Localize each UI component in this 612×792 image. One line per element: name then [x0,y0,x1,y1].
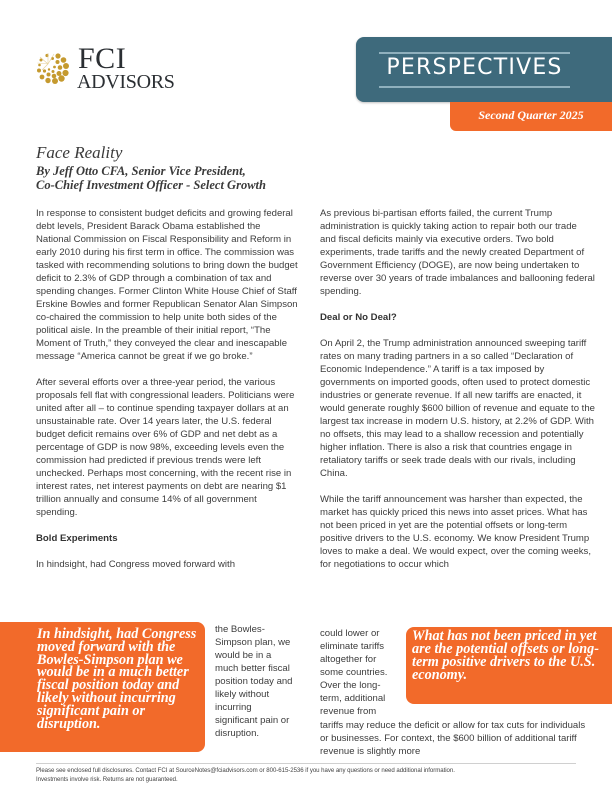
paragraph: In response to consistent budget deficits and growing federal debt levels, President Barack Obama established the National Commission on Fiscal Responsibility and Reform in early 2010 during his first term in office. The commission was tasked with recommending solutions to bring down the budget deficit to 2.3% of GDP through a combination of tax and spending changes. Former Clinton White House Chief of Staff Erskine Bowles and former Republican Senator Alan Simpson co-chaired the commission to help unite both sides of the political aisle. In the preamble of their initial report, “The Moment of Truth,” they conveyed the clear and inescapable message “America cannot be great if we go broke.” [36,208,298,362]
paragraph: As previous bi-partisan efforts failed, the current Trump administration is quickly taking action to repair both our trade and fiscal deficits mainly via executive orders. Two bold experiments, trade tariffs and the newly created Department of Government Efficiency (DOGE), are now being undertaken to reverse over 30 years of trade imbalances and ballooning federal spending. [320,208,595,297]
publication-title: PERSPECTIVES [386,55,563,80]
wrapped-text-right: could lower or eliminate tariffs altogether for some countries. Over the long-term, additional revenue from [320,628,388,717]
edition-tab [450,102,612,131]
footer-divider [36,763,576,764]
paragraph-lead: In hindsight, had Congress moved forward with [36,559,235,570]
section-heading-deal-or-no-deal: Deal or No Deal? [320,312,397,323]
edition-label: Second Quarter 2025 [478,108,584,122]
disclaimer-line: Investments involve risk. Returns are not guaranteed. [36,775,178,783]
footer-disclaimer [36,767,596,784]
pull-quote-text: What has not been priced in yet are the potential offsets or long-term positive drivers to the U.S. economy. [412,628,599,683]
pull-quote-right [406,627,612,704]
pull-quote-text: In hindsight, had Congress moved forward with the Bowles-Simpson plan we would be in a much better fiscal position today and likely without incurring significant pain or disruption. [37,626,197,732]
section-heading-bold-experiments: Bold Experiments [36,533,118,544]
fci-logo-sphere-icon [36,51,69,84]
byline-role: Co-Chief Investment Officer - Select Growth [36,178,266,192]
disclaimer-line: Please see enclosed full disclosures. Contact FCI at SourceNotes@fciadvisors.com or 800-615-2536 if you have any questions or need additional information. [36,767,455,774]
wrapped-text-left: the Bowles-Simpson plan, we would be in a much better fiscal position today and likely without incurring significant pain or disruption. [215,624,293,739]
paragraph-lead: While the tariff announcement was harsher than expected, the market has quickly priced this news into asset prices. What has not been priced in yet are the potential offsets or long-term positive drivers to the U.S. economy. We know President Trump loves to make a deal. We would expect, over the coming weeks, for negotiations to occur which [320,494,591,570]
byline-author: By Jeff Otto CFA, Senior Vice President, [36,164,246,178]
article-title: Face Reality [36,143,123,162]
perspectives-banner [356,37,612,102]
logo-wordmark-fci: FCI [78,42,127,75]
right-column [320,207,595,571]
left-column [36,207,298,571]
byline [36,164,266,192]
paragraph: After several efforts over a three-year period, the various proposals fell flat with congressional leaders. Politicians were united after all – to continue spending taxpayer dollars at an unsustainable rate. Over 14 years later, the U.S. federal budget deficit remains over 6% of GDP and net debt as a percentage of GDP is now 98%, exceeding levels even the commission had predicted if previous trends were left unchecked. Perhaps most concerning, with the recent rise in interest rates, net interest payments on debt are nearing $1 trillion annually and consume 14% of all government spending. [36,377,295,518]
pull-quote-left [0,622,205,752]
banner-bottom-rule [379,86,570,88]
paragraph: On April 2, the Trump administration announced sweeping tariff rates on many trading partners in a so called “Declaration of Economic Independence.” A tariff is a tax imposed by governments on imported goods, often used to protect domestic industries or generate revenue. If all new tariffs are enacted, it would generate roughly $600 billion of revenue and equate to the largest tax increase in modern U.S. history, at 2.2% of GDP. With no offsets, this may lead to a shallow recession and potentially higher inflation. There is also a risk that countries engage in retaliatory tariffs or seek trade deals with our rivals, including China. [320,338,595,479]
logo-wordmark-advisors: ADVISORS [77,71,175,93]
paragraph-tail: tariffs may reduce the deficit or allow for tax cuts for individuals or businesses. For context, the $600 billion of additional tariff revenue is slightly more [320,720,586,757]
